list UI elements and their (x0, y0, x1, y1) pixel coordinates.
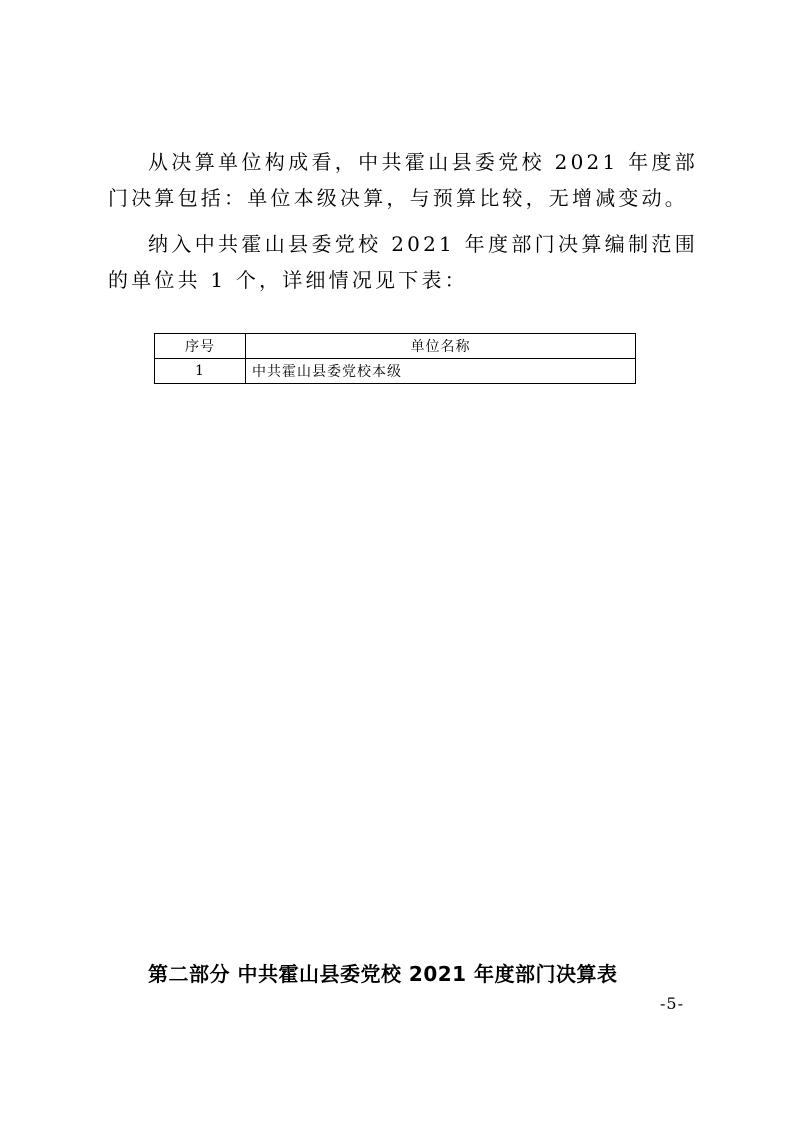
unit-table (154, 333, 636, 384)
header-unit-name: 单位名称 (246, 334, 636, 359)
paragraph-unit-composition: 从决算单位构成看，中共霍山县委党校 2021 年度部门决算包括：单位本级决算，与预算比较，无增减变动。 (108, 150, 698, 210)
page-number: -5- (660, 994, 684, 1013)
table-header-row (155, 334, 636, 359)
header-seq: 序号 (155, 334, 246, 359)
cell-seq: 1 (155, 359, 246, 384)
paragraph-unit-scope: 纳入中共霍山县委党校 2021 年度部门决算编制范围的单位共 1 个，详细情况见下表： (108, 232, 698, 292)
section-title: 第二部分 中共霍山县委党校 2021 年度部门决算表 (148, 962, 618, 986)
cell-unit-name: 中共霍山县委党校本级 (246, 359, 636, 384)
table-row (155, 359, 636, 384)
